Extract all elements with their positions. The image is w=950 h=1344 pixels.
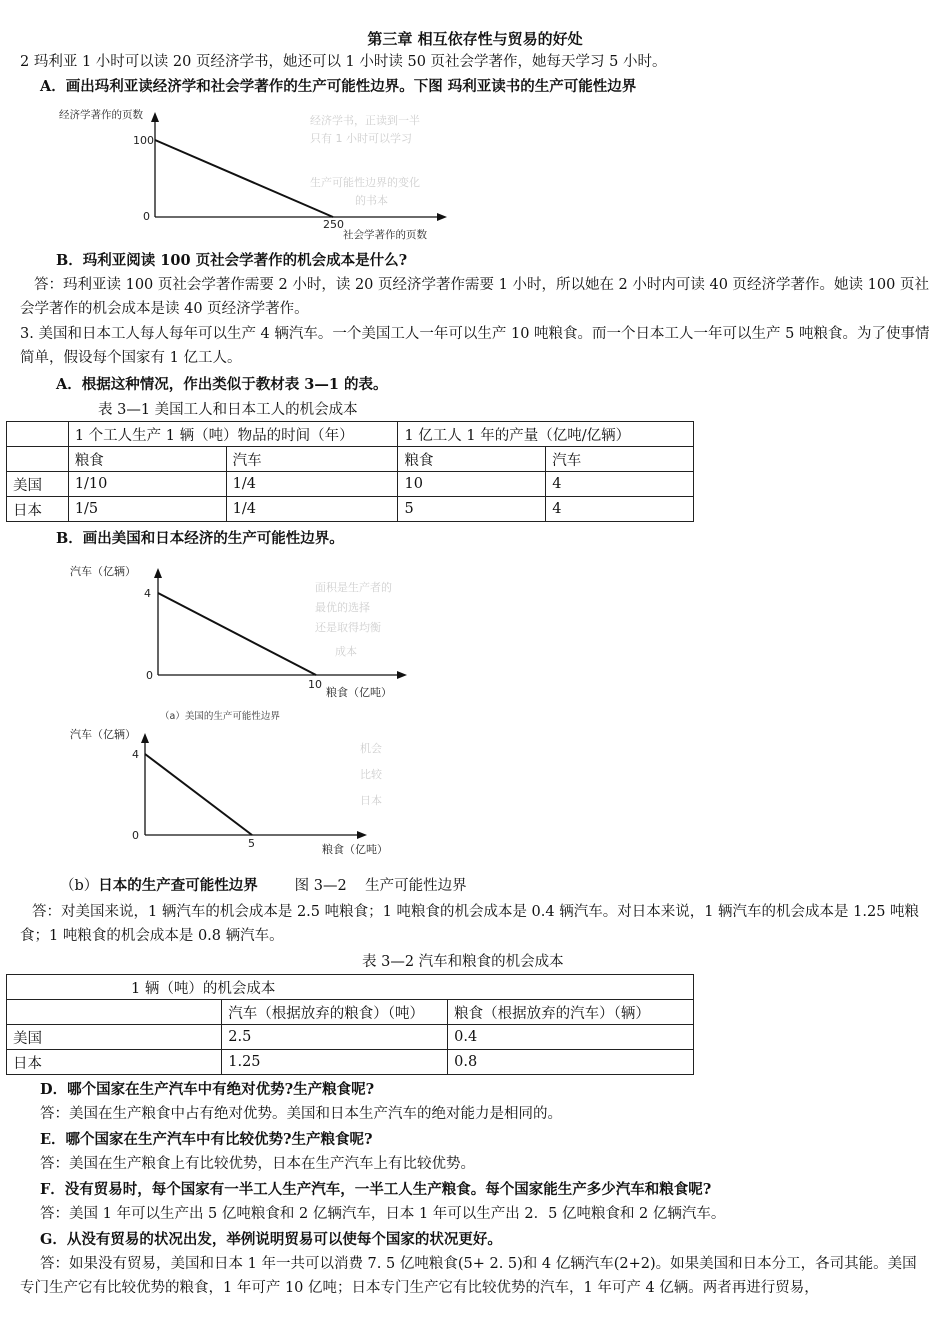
table-cell — [7, 422, 69, 447]
figure-caption-suffix: 图 3—2 生产可能性边界 — [257, 878, 467, 894]
us-ppf-line — [158, 593, 316, 675]
us-xtick: 10 — [308, 678, 322, 691]
question-3-intro: 3. 美国和日本工人每人每年可以生产 4 辆汽车。一个美国工人一年可以生产 10 吨粮食。而一个日本工人一年可以生产 5 吨粮食。为了使事情简单，假设每个国家有 1 亿工人。 — [20, 326, 930, 366]
us-ppf-chart — [60, 555, 430, 725]
question-3d-answer: 答：美国在生产粮食中占有绝对优势。美国和日本生产汽车的绝对能力是相同的。 — [40, 1106, 562, 1122]
us-origin: 0 — [146, 669, 153, 682]
svg-text:比较: 比较 — [360, 768, 382, 781]
question-3e-answer: 答：美国在生产粮食上有比较优势，日本在生产汽车上有比较优势。 — [40, 1156, 475, 1172]
question-3g-answer: 答：如果没有贸易，美国和日本 1 年一共可以消费 7. 5 亿吨粮食(5+ 2. 5)和 4 亿辆汽车(2+2)。如果美国和日本分工，各司其能。美国专门生产它有比较优势的粮食，1 年可产 10 亿吨；日本专门生产它有比较优势的汽车，1 年可产 4 亿辆。两者再进行贸易， — [20, 1256, 917, 1296]
japan-xtick: 5 — [248, 837, 255, 850]
table-3-2-header-row-2 — [7, 1000, 694, 1025]
question-3g-heading: G．从没有贸易的状况出发，举例说明贸易可以使每个国家的状况更好。 — [40, 1231, 502, 1248]
question-3b-heading: B．画出美国和日本经济的生产可能性边界。 — [56, 530, 344, 547]
svg-text:还是取得均衡: 还是取得均衡 — [315, 621, 381, 634]
question-2b-answer: 答：玛利亚读 100 页社会学著作需要 2 小时，读 20 页经济学著作需要 1 小时，所以她在 2 小时内可读 40 页经济学著作。她读 100 页社会学著作的机会成本是读 40 页经济学著作。 — [20, 277, 929, 317]
japan-ytick: 4 — [132, 748, 139, 761]
table-cell: 粮食 — [68, 447, 226, 472]
question-3d-heading: D．哪个国家在生产汽车中有绝对优势?生产粮食呢? — [40, 1081, 375, 1098]
question-2b-heading: B．玛利亚阅读 100 页社会学著作的机会成本是什么? — [56, 252, 408, 269]
table-cell: 1/10 — [68, 472, 226, 497]
maria-xlabel: 社会学著作的页数 — [343, 229, 427, 241]
table-3-2-header-row-1 — [7, 975, 694, 1000]
svg-text:日本: 日本 — [360, 794, 382, 807]
table-cell: 汽车 — [546, 447, 694, 472]
table-row — [7, 1025, 694, 1050]
us-xlabel: 粮食（亿吨） — [326, 686, 392, 699]
table-cell: 日本 — [7, 1050, 222, 1075]
table-cell: 4 — [546, 497, 694, 522]
svg-text:经济学书，正读到一半: 经济学书，正读到一半 — [310, 114, 420, 127]
table-cell: 1 亿工人 1 年的产量（亿吨/亿辆） — [398, 422, 694, 447]
maria-origin: 0 — [143, 210, 150, 223]
maria-ytick: 100 — [133, 134, 154, 147]
us-caption: （a）美国的生产可能性边界 — [160, 711, 280, 722]
table-cell: 日本 — [7, 497, 69, 522]
svg-text:面积是生产者的: 面积是生产者的 — [315, 581, 392, 594]
table-3-1-caption: 表 3—1 美国工人和日本工人的机会成本 — [98, 402, 358, 418]
maria-ppf-line — [155, 140, 333, 217]
question-3e-heading: E．哪个国家在生产汽车中有比较优势?生产粮食呢? — [40, 1131, 373, 1148]
chapter-title: 第三章 相互依存性与贸易的好处 — [367, 30, 583, 48]
table-cell: 0.8 — [448, 1050, 694, 1075]
table-cell: 4 — [546, 472, 694, 497]
svg-text:的书本: 的书本 — [355, 194, 388, 207]
table-cell: 1/5 — [68, 497, 226, 522]
maria-ppf-chart — [55, 100, 455, 245]
japan-xlabel: 粮食（亿吨） — [322, 843, 388, 856]
table-cell: 1/4 — [226, 497, 398, 522]
japan-ppf-line — [145, 754, 252, 835]
table-cell: 美国 — [7, 472, 69, 497]
svg-text:只有 1 小时可以学习: 只有 1 小时可以学习 — [310, 132, 412, 145]
svg-text:最优的选择: 最优的选择 — [315, 601, 370, 614]
table-cell: 5 — [398, 497, 546, 522]
question-3f-heading: F．没有贸易时，每个国家有一半工人生产汽车，一半工人生产粮食。每个国家能生产多少汽车和粮食呢? — [40, 1181, 712, 1198]
japan-origin: 0 — [132, 829, 139, 842]
table-cell: 粮食 — [398, 447, 546, 472]
us-ytick: 4 — [144, 587, 151, 600]
japan-ppf-chart — [60, 722, 430, 862]
figure-caption-prefix: （b） — [60, 878, 99, 894]
table-3-2 — [6, 974, 694, 1075]
question-3f-answer: 答：美国 1 年可以生产出 5 亿吨粮食和 2 亿辆汽车，日本 1 年可以生产出 2．5 亿吨粮食和 2 亿辆汽车。 — [40, 1206, 726, 1222]
table-cell — [7, 447, 69, 472]
table-row — [7, 1050, 694, 1075]
question-2a-heading: A．画出玛利亚读经济学和社会学著作的生产可能性边界。下图 玛利亚读书的生产可能性边界 — [40, 78, 637, 95]
table-3-2-caption: 表 3—2 汽车和粮食的机会成本 — [362, 954, 564, 970]
japan-ylabel: 汽车（亿辆） — [70, 728, 136, 741]
table-cell: 0.4 — [448, 1025, 694, 1050]
figure-caption-bold: 日本的生产查可能性边界 — [98, 877, 258, 894]
table-cell: 10 — [398, 472, 546, 497]
table-cell: 1.25 — [222, 1050, 448, 1075]
table-cell: 1 个工人生产 1 辆（吨）物品的时间（年） — [68, 422, 398, 447]
table-cell: 1/4 — [226, 472, 398, 497]
table-3-1 — [6, 421, 694, 522]
table-cell: 2.5 — [222, 1025, 448, 1050]
table-3-1-header-row-1 — [7, 422, 694, 447]
question-3a-heading: A．根据这种情况，作出类似于教材表 3—1 的表。 — [56, 376, 388, 393]
us-ylabel: 汽车（亿辆） — [70, 565, 136, 578]
maria-ylabel: 经济学著作的页数 — [59, 109, 143, 121]
figure-3-2-caption — [60, 876, 467, 896]
svg-text:成本: 成本 — [335, 645, 357, 658]
question-2-intro: 2 玛利亚 1 小时可以读 20 页经济学书，她还可以 1 小时读 50 页社会学著作，她每天学习 5 小时。 — [20, 54, 667, 70]
svg-text:生产可能性边界的变化: 生产可能性边界的变化 — [310, 176, 420, 189]
table-cell: 美国 — [7, 1025, 222, 1050]
question-3c-answer: 答：对美国来说，1 辆汽车的机会成本是 2.5 吨粮食；1 吨粮食的机会成本是 0.4 辆汽车。对日本来说，1 辆汽车的机会成本是 1.25 吨粮食；1 吨粮食的机会成本是 0.8 辆汽车。 — [20, 904, 920, 944]
table-cell: 汽车（根据放弃的粮食）（吨） — [222, 1000, 448, 1025]
table-cell: 汽车 — [226, 447, 398, 472]
table-cell: 粮食（根据放弃的汽车）（辆） — [448, 1000, 694, 1025]
table-3-1-header-row-2 — [7, 447, 694, 472]
table-row — [7, 472, 694, 497]
table-cell: 1 辆（吨）的机会成本 — [7, 975, 694, 1000]
maria-xtick: 250 — [323, 218, 344, 231]
table-cell — [7, 1000, 222, 1025]
table-row — [7, 497, 694, 522]
svg-text:机会: 机会 — [360, 742, 382, 755]
